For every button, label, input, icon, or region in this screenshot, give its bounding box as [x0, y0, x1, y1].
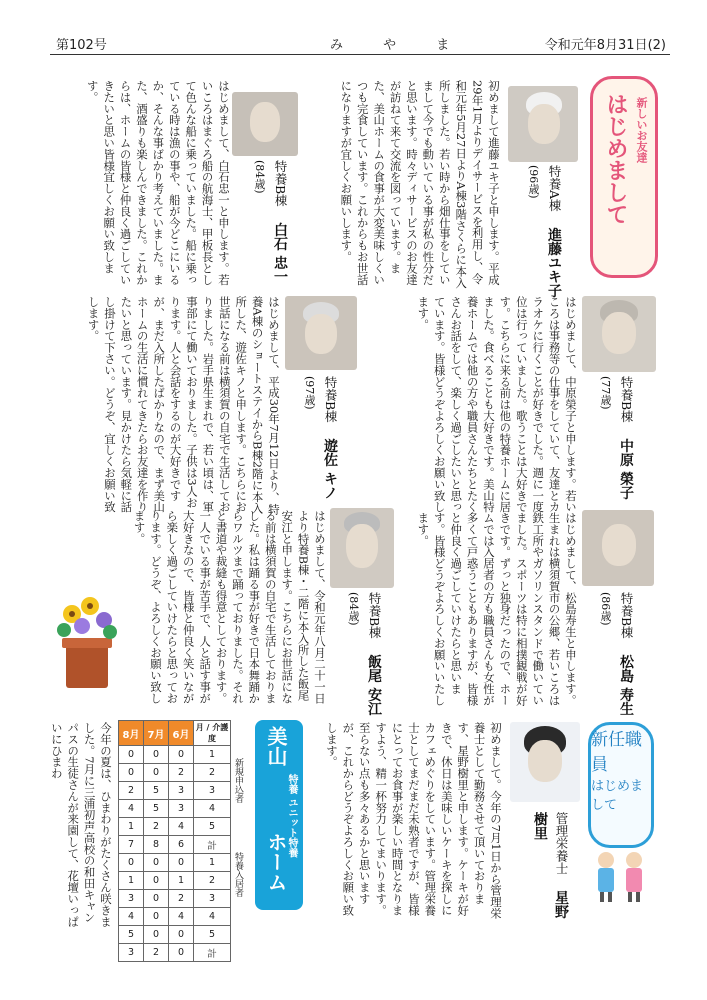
- table-cell: 3: [119, 944, 144, 962]
- table-row: [119, 782, 231, 800]
- page-header: [50, 32, 670, 55]
- admissions-table: [118, 720, 231, 962]
- badge-big-text: はじめまして: [603, 93, 628, 225]
- table-cell: 1: [194, 746, 231, 764]
- table-row: [119, 746, 231, 764]
- table-cell: 2: [194, 872, 231, 890]
- table-cell: 2: [144, 818, 169, 836]
- table-cell: 0: [144, 746, 169, 764]
- table-cell: 4: [194, 908, 231, 926]
- name-shiraishi: 特養B棟 白石 忠一(84歳): [253, 160, 288, 284]
- table-row: [119, 944, 231, 962]
- table-cell: 0: [144, 872, 169, 890]
- table-cell: 5: [119, 926, 144, 944]
- table-row: [119, 836, 231, 854]
- photo-shindo: [508, 86, 578, 162]
- name-hoshino: 管理栄養士 星野 樹里: [532, 812, 569, 919]
- side-label-resident: 特養入居者: [233, 852, 243, 897]
- badge-small-text: 新しいお友達: [635, 97, 648, 163]
- table-header-level: 月 / 介護度: [194, 721, 231, 746]
- table-cell: 3: [194, 782, 231, 800]
- table-cell: 5: [144, 800, 169, 818]
- text-matsushima: はじめまして、松島寿生と申します。生まれは横須賀市の公郷、若いころは鉄工所やガソリンスタンドで働いていました。スポーツは特に相撲観戦が好きです。ずっと独身だったので、ホームでは入居者の方も職員さんも女性が多くて戸惑うこともありますが、皆様と仲良く過ごしていけたらと思います。皆様どうぞよろしくお願いいたします。: [416, 512, 578, 706]
- photo-nakahara: [582, 296, 656, 372]
- table-cell: 3: [119, 890, 144, 908]
- table-cell: 8: [144, 836, 169, 854]
- table-cell: 0: [119, 854, 144, 872]
- table-cell: 0: [169, 926, 194, 944]
- table-cell: 0: [144, 764, 169, 782]
- table-cell: 2: [194, 764, 231, 782]
- table-cell: 0: [144, 926, 169, 944]
- table-cell: 0: [119, 764, 144, 782]
- table-cell: 計: [194, 836, 231, 854]
- table-cell: 5: [194, 926, 231, 944]
- table-cell: 3: [169, 782, 194, 800]
- miyama-home-label: [255, 720, 303, 910]
- table-row: [119, 908, 231, 926]
- table-header-6: 6月: [169, 721, 194, 746]
- table-cell: 4: [169, 908, 194, 926]
- table-cell: 1: [119, 818, 144, 836]
- side-label-new: 新規申込者: [233, 758, 243, 803]
- photo-shiraishi: [232, 92, 298, 156]
- name-shindo: 特養A棟 進藤ユキ子(96歳): [527, 165, 562, 298]
- new-friends-badge: [590, 76, 658, 278]
- text-nakahara: はじめまして、中原榮子と申します。若いころは事務等の仕事をしていて、友達とカラオケに行くことが好きでした。週に一度位は行っていました。歌うことは大好きです。こちらに来る前は他の特養ホームに居ました。食べることも大好きです。美山特養ホームでは他の方や職員さんたちとたくさんお話をして、楽しく過ごしたいと思っています。皆様どうぞよろしくお願い致します。: [416, 296, 578, 513]
- name-nakahara: 特養B棟 中原 榮子(77歳): [599, 376, 634, 500]
- photo-iio: [330, 508, 394, 588]
- table-row: [119, 872, 231, 890]
- footer-text: 今年の夏は、ひまわりがたくさん咲きました。7月に三浦初声高校の和田キャンパスの生徒さんが来園して、花壇いっぱいにひまわ: [50, 722, 113, 928]
- table-row: [119, 800, 231, 818]
- text-shiraishi: はじめまして、白石忠一と申します。若いころはまぐろ船の航海士、甲板長として色んな船に乗っていました。船に乗っている時は漁の事や、船が今どこにいるか、そんな事ばかり考えていました。また、酒盛りも楽しんできました。これからは、ホームの皆様と仲良く過ごしていきたいと思い皆様宜しくお願い致します。: [85, 80, 231, 286]
- table-cell: 0: [144, 908, 169, 926]
- text-iio: はじめまして、令和元年八月二十一日より特養B棟・二階に本入所した飯尾安江と申します。こちらにお世話になる前は横須賀の自宅で生活しておりました。私は踊る事が好きで日本舞踊からワルツまで踊っておりました。それと書道や裁縫も得意としております。一人でいる事が苦手で、人と話す事が大好きなので、皆様と仲良く笑いながら楽しく過ごしていけたらと思っております。どうぞ、よろしくお願い致します。: [132, 510, 327, 704]
- flower-pot-illustration: [52, 586, 122, 696]
- staff-badge-line2: はじめまして: [591, 779, 644, 813]
- footer-title-1: 美山: [264, 726, 288, 766]
- table-cell: 4: [169, 818, 194, 836]
- text-hoshino: 初めまして。今年の7月1日から管理栄養士として勤務させて頂いております、星野樹里と申します。ケーキが好きで、休日は美味しいケーキを探しにカフェめぐりをしています。管理栄養士としてまだまだ未熟者ですが、皆様にとってお食事が楽しい時間となりますよう、精一杯努力してまいります。至らない点も多々あるかと思いますが、これからどうぞよろしくお願い致します。: [324, 722, 503, 919]
- name-yusa: 特養B棟 遊佐 キノ(97歳): [303, 376, 338, 500]
- table-cell: 2: [169, 764, 194, 782]
- table-cell: 7: [119, 836, 144, 854]
- table-cell: 2: [169, 890, 194, 908]
- table-cell: 1: [194, 854, 231, 872]
- new-staff-badge: [588, 722, 654, 848]
- table-row: [119, 818, 231, 836]
- table-cell: 3: [169, 800, 194, 818]
- issue-date: 令和元年8月31日(2): [544, 38, 666, 53]
- text-shindo: 初めまして進藤ユキ子と申します。平成29年1月よりデイサービスを利用し、令和元年5月27日よりA棟3階さくらに本入所しました。若い時から畑仕事をしていまして今でも動いている事が私の性分だと思います。時々ディサービスのお友達が訪ねて来て交流を図っています。また、美山ホームの食事が大変美味しくいつも完食しています。これからもお世話になりますが宜しくお願いします。: [339, 80, 501, 289]
- table-cell: 1: [169, 872, 194, 890]
- name-iio: 特養B棟 飯尾 安江(84歳): [347, 592, 382, 716]
- name-matsushima: 特養B棟 松島 寿生(86歳): [599, 592, 634, 716]
- table-row: [119, 926, 231, 944]
- staff-badge-line1: 新任職員: [591, 730, 642, 775]
- staff-children-illustration: [588, 846, 652, 906]
- table-row: [119, 890, 231, 908]
- table-header-7: 7月: [144, 721, 169, 746]
- photo-yusa: [285, 296, 357, 370]
- photo-matsushima: [582, 510, 654, 586]
- table-cell: 1: [119, 872, 144, 890]
- table-cell: 2: [144, 944, 169, 962]
- table-header-8: 8月: [119, 721, 144, 746]
- footer-title-small: 特養 ユニット特養: [286, 774, 297, 858]
- table-cell: 0: [169, 746, 194, 764]
- table-row: [119, 854, 231, 872]
- table-cell: 0: [169, 854, 194, 872]
- footer-title-2: ホーム: [264, 832, 288, 892]
- table-cell: 0: [169, 944, 194, 962]
- table-cell: 5: [194, 818, 231, 836]
- table-cell: 3: [194, 890, 231, 908]
- table-cell: 2: [119, 782, 144, 800]
- table-cell: 5: [144, 782, 169, 800]
- table-cell: 4: [119, 800, 144, 818]
- table-row: [119, 764, 231, 782]
- table-cell: 4: [194, 800, 231, 818]
- table-cell: 4: [119, 908, 144, 926]
- text-yusa: はじめまして、平成30年7月12日より、特養A棟のショートステイからB棟2階に本入所した、遊佐キノと申します。こちらにお世話になる前は横須賀の自宅で生活しておりました。岩手県生まれで、若い頃は、軍事部にて働いておりました。子供は3人おります。人と会話をするのが大好きですが、まだ入所したばかりなので、まず美山ホームの生活に慣れてきたらお友達を作りたいと思っています。見かけたら気軽に話し掛けて下さい。どうぞ、宜しくお願い致します。: [86, 296, 281, 515]
- newsletter-title: み や ま: [330, 38, 468, 53]
- issue-number: 第102号: [56, 38, 107, 53]
- table-cell: 0: [144, 854, 169, 872]
- table-cell: 0: [119, 746, 144, 764]
- table-cell: 6: [169, 836, 194, 854]
- table-cell: 0: [144, 890, 169, 908]
- table-cell: 計: [194, 944, 231, 962]
- photo-hoshino: [510, 722, 580, 802]
